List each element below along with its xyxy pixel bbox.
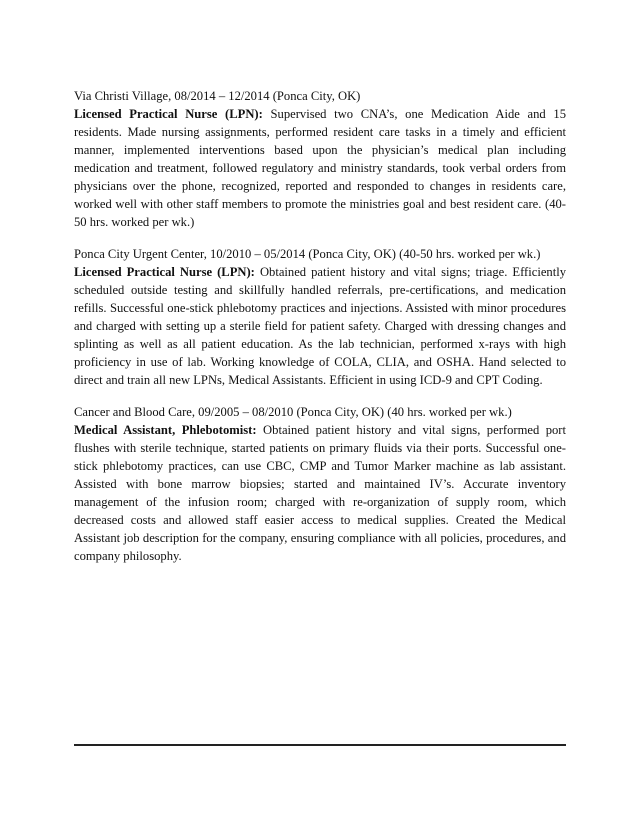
job-body	[74, 421, 566, 565]
job-entry-via-christi	[74, 87, 566, 231]
job-heading: Cancer and Blood Care, 09/2005 – 08/2010 (Ponca City, OK) (40 hrs. worked per wk.)	[74, 405, 512, 419]
job-body	[74, 105, 566, 231]
job-description: Obtained patient history and vital signs, performed port flushes with sterile technique, started patients on primary fluids via their ports. Successful one-stick phlebotomy practices, can use CBC, CMP and Tumor Marker machine as lab assistant. Assisted with bone marrow biopsies; started and maintained IV’s. Accurate inventory management of the infusion room; charged with re-organization of supply room, which decreased costs and allowed staff easier access to medical supplies. Created the Medical Assistant job description for the company, ensuring compliance with all policies, procedures, and company philosophy.	[74, 423, 566, 563]
job-description: Supervised two CNA’s, one Medication Aide and 15 residents. Made nursing assignments, performed resident care tasks in a timely and efficient manner, implemented interventions based upon the physician’s medical plan including medication and treatment, followed regulatory and ministry standards, took verbal orders from physicians over the phone, recognized, reported and responded to changes in residents care, worked well with other staff members to promote the ministries goal and best resident care. (40-50 hrs. worked per wk.)	[74, 107, 566, 229]
job-description: Obtained patient history and vital signs; triage. Efficiently scheduled outside testing and skillfully handled referrals, pre-certifications, and medication refills. Successful one-stick phlebotomy practices and injections. Assisted with minor procedures and charged with setting up a sterile field for patient safety. Charged with dressing changes and splinting as well as all patient education. As the lab technician, performed x-rays with high proficiency in use of lab. Working knowledge of COLA, CLIA, and OSHA. Hand selected to direct and train all new LPNs, Medical Assistants. Efficient in using ICD-9 and CPT Coding.	[74, 265, 567, 387]
job-entry-cancer-blood-care	[74, 403, 566, 565]
resume-experience-section	[74, 87, 566, 579]
job-entry-ponca-city-urgent	[74, 245, 566, 389]
job-heading: Ponca City Urgent Center, 10/2010 – 05/2014 (Ponca City, OK) (40-50 hrs. worked per wk.)	[74, 247, 541, 261]
footer-divider	[74, 744, 566, 746]
job-role: Licensed Practical Nurse (LPN):	[74, 107, 263, 121]
job-role: Licensed Practical Nurse (LPN):	[74, 265, 255, 279]
job-body	[74, 263, 566, 389]
job-heading: Via Christi Village, 08/2014 – 12/2014 (Ponca City, OK)	[74, 89, 361, 103]
job-role: Medical Assistant, Phlebotomist:	[74, 423, 257, 437]
